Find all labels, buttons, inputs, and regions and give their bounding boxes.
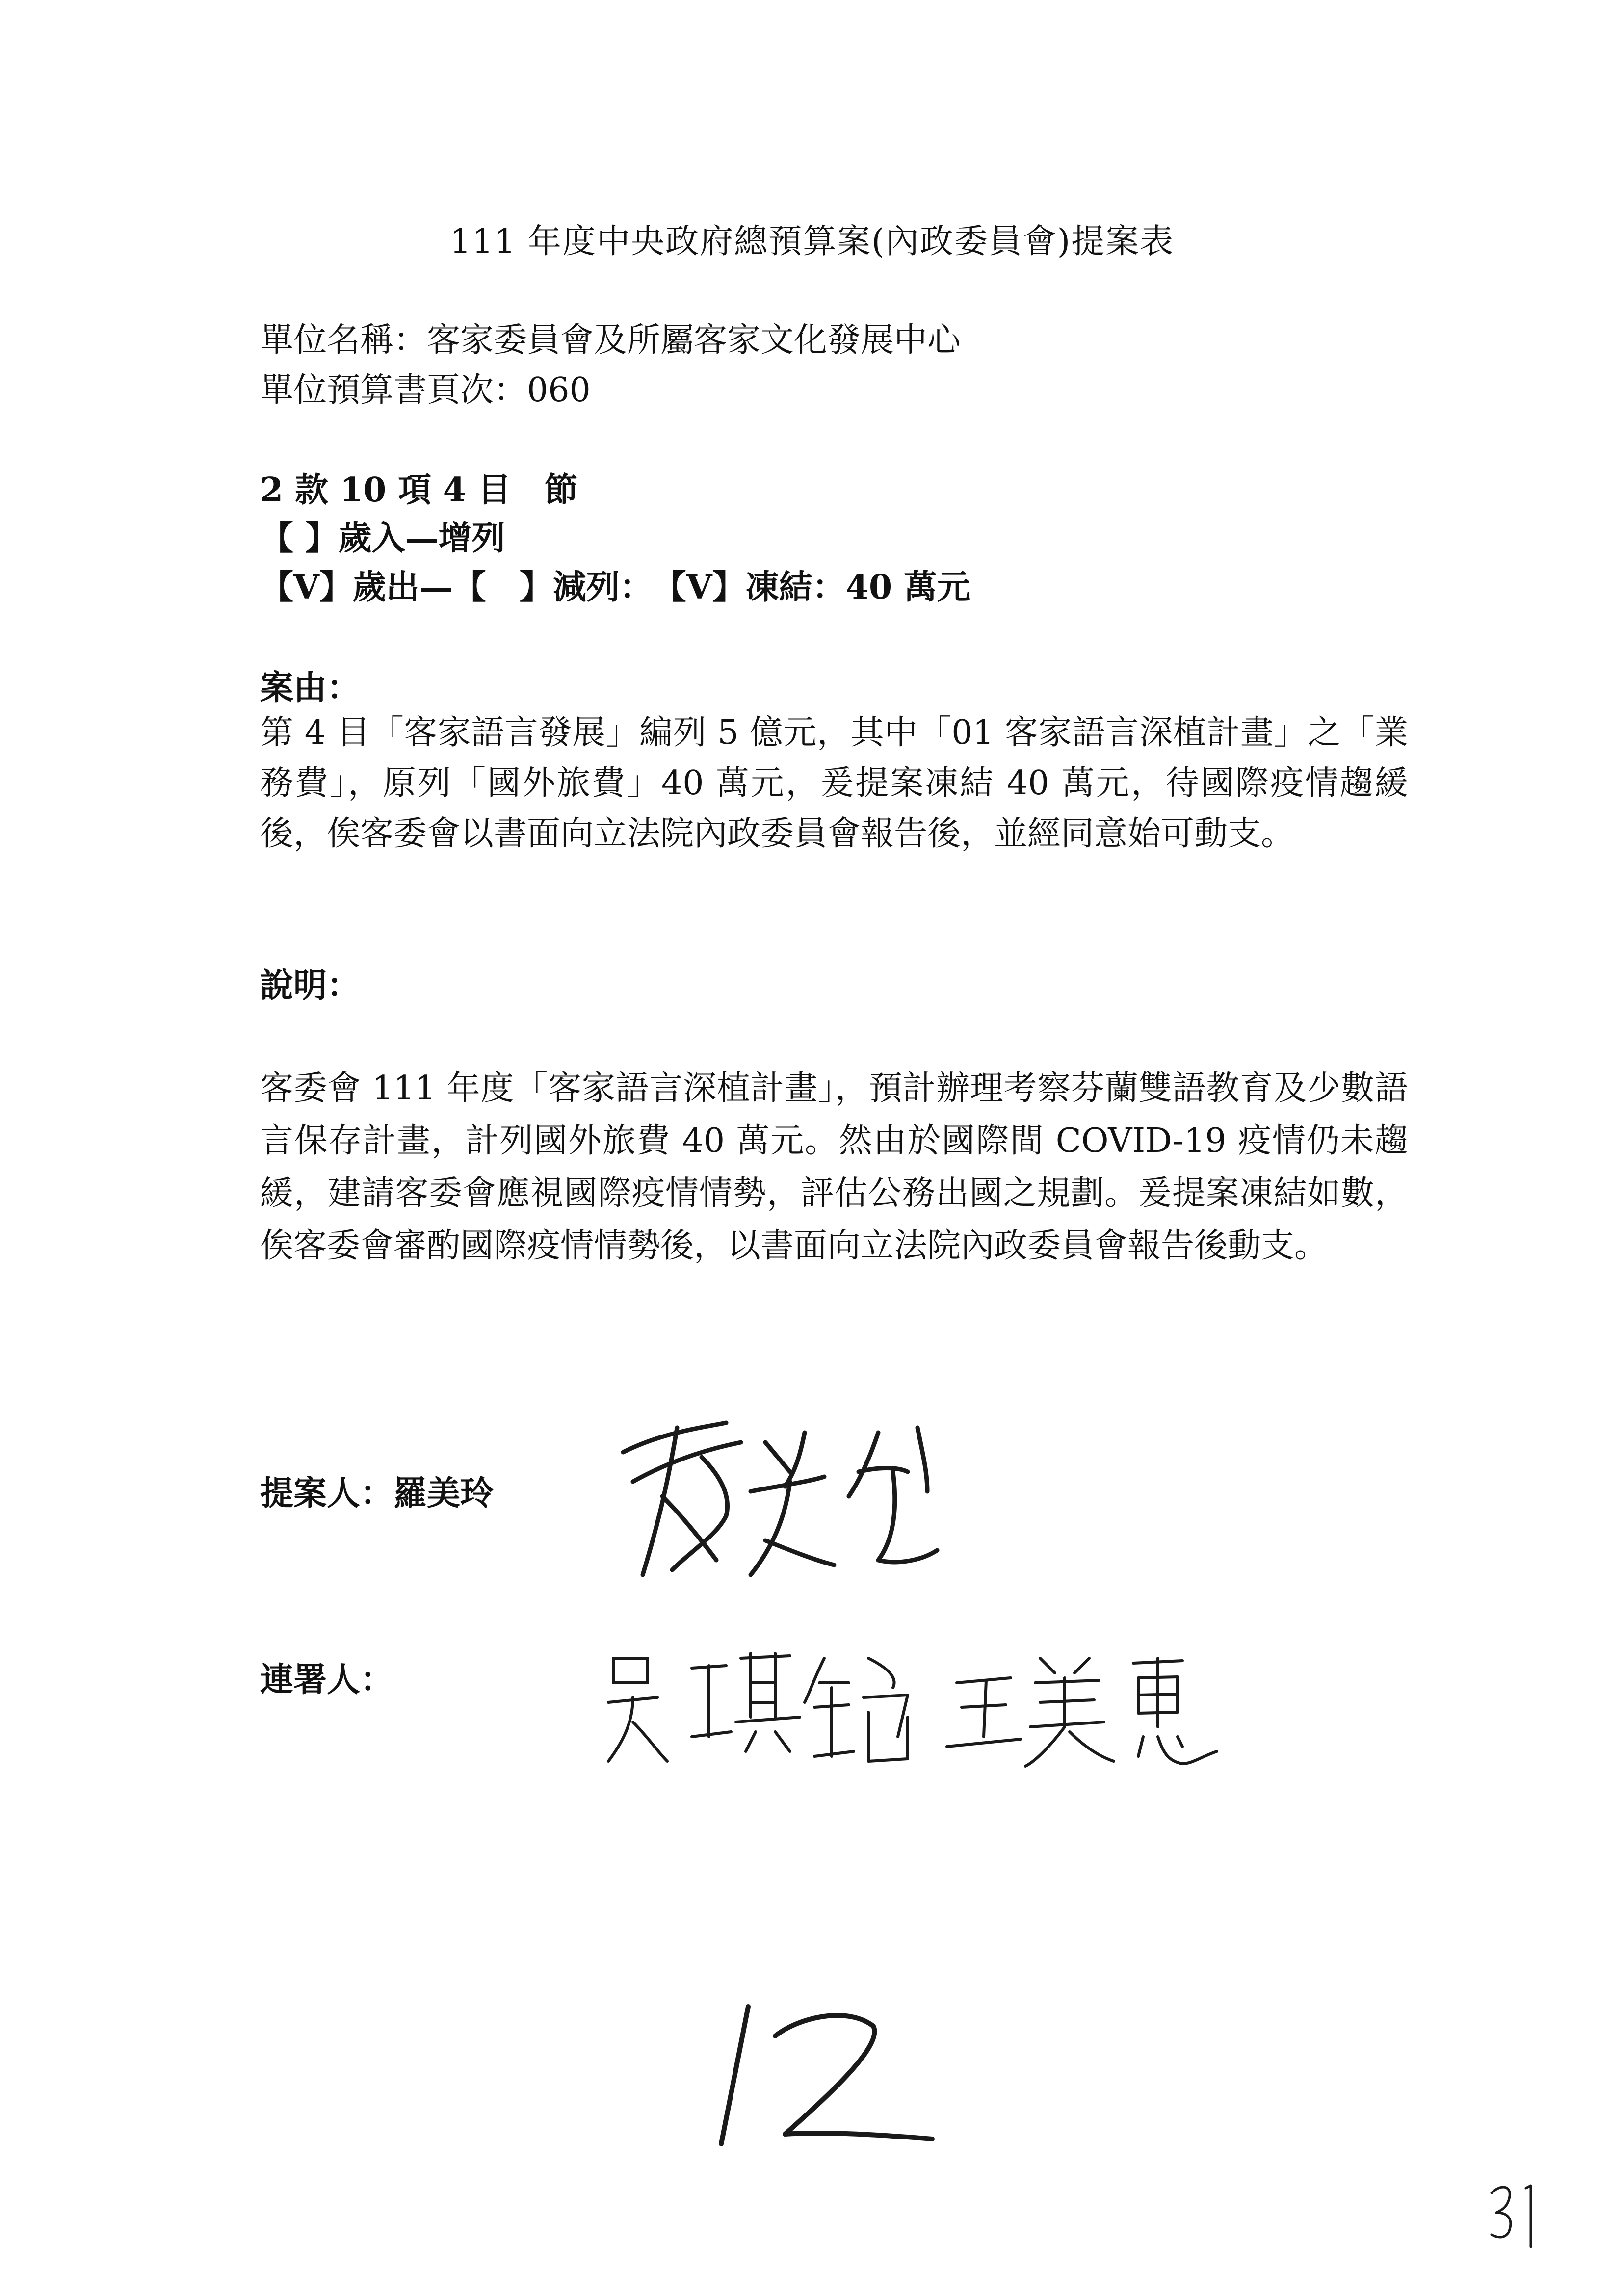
proposer-signature-image: [603, 1413, 986, 1609]
explanation-heading: 說明：: [260, 966, 361, 1005]
form-title: 111 年度中央政府總預算案(內政委員會)提案表: [449, 222, 1175, 261]
explanation-body: 客委會 111 年度「客家語言深植計畫」，預計辦理考察芬蘭雙語教育及少數語言保存計畫，計列國外旅費 40 萬元。然由於國際間 COVID-19 疫情仍未趨緩，建請客委會應視國際疫情情勢，評估公務出國之規劃。爰提案凍結如數，俟客委會審酌國際疫情情勢後，以書面向立法院內政委員會報告後動支。: [260, 1069, 1408, 1265]
reason-heading: 案由：: [260, 668, 361, 707]
unit-name-line: 單位名稱：客家委員會及所屬客家文化發展中心: [260, 321, 961, 360]
cosigners-label: 連署人：: [260, 1660, 394, 1699]
unit-page-line: 單位預算書頁次：060: [260, 371, 591, 410]
revenue-line: 【 】歲入—增列: [260, 519, 505, 558]
proposer-label: 提案人：羅美玲: [260, 1474, 494, 1513]
budget-item-line: 2 款 10 項 4 目 節: [260, 470, 578, 510]
reason-body: 第 4 目「客家語言發展」編列 5 億元，其中「01 客家語言深植計畫」之「業務費」，原列「國外旅費」40 萬元，爰提案凍結 40 萬元，待國際疫情趨緩後，俟客委會以書面向立法院內政委員會報告後，並經同意始可動支。: [260, 713, 1408, 853]
expenditure-line: 【V】歲出—【 】減列： 【V】凍結：40 萬元: [260, 568, 970, 607]
handwritten-number-12-image: [702, 1997, 957, 2154]
cosigner-signatures-image: [603, 1639, 1222, 1796]
handwritten-page-number-image: [1487, 2178, 1545, 2252]
